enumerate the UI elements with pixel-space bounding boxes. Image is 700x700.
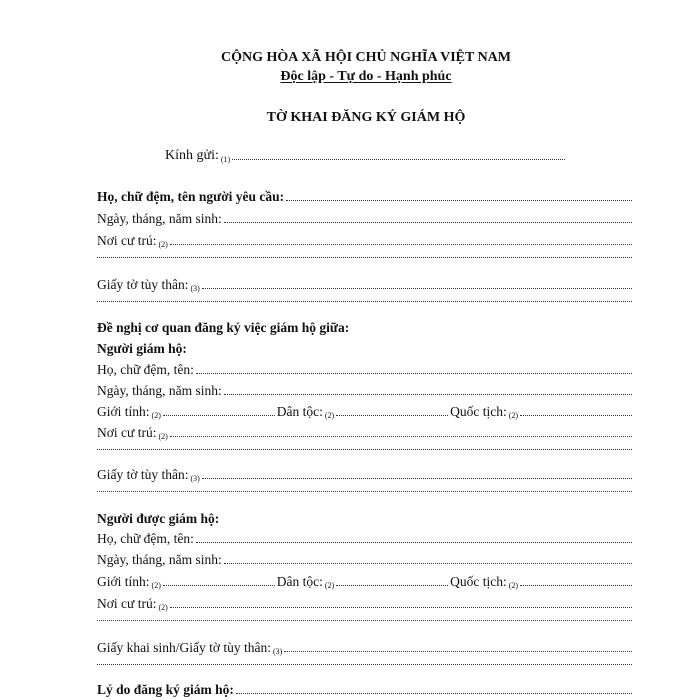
requester-residence-line-2 (97, 256, 632, 262)
guardian-id-note: (3) (190, 474, 200, 483)
ward-gender-note: (2) (151, 581, 161, 590)
ward-name-field[interactable] (196, 541, 632, 543)
ward-id-line (97, 640, 632, 656)
guardian-ethnic-label: Dân tộc: (276, 404, 323, 419)
guardian-residence-note: (2) (158, 432, 168, 441)
requester-id-note: (3) (190, 284, 200, 293)
guardian-residence-line (97, 425, 632, 441)
requester-residence-field-2[interactable] (97, 256, 632, 258)
ward-residence-field[interactable] (170, 606, 632, 608)
requester-residence-line (97, 233, 632, 249)
reason-line (97, 682, 632, 698)
guardian-gender-note: (2) (151, 411, 161, 420)
guardian-gender-field[interactable] (163, 414, 275, 416)
ward-id-label: Giấy khai sinh/Giấy tờ tùy thân: (97, 640, 271, 655)
reason-field[interactable] (236, 692, 632, 694)
ward-residence-note: (2) (158, 603, 168, 612)
guardian-nationality-field[interactable] (520, 414, 632, 416)
requester-id-line (97, 277, 632, 293)
guardian-name-line (97, 362, 632, 378)
guardian-gender-label: Giới tính: (97, 404, 150, 419)
guardian-id-field[interactable] (202, 477, 632, 479)
requester-id-field-2[interactable] (97, 300, 632, 302)
guardian-id-line (97, 467, 632, 483)
guardian-ethnic-field[interactable] (336, 414, 448, 416)
ward-residence-field-2[interactable] (97, 619, 632, 621)
guardian-residence-field-2[interactable] (97, 448, 632, 450)
requester-dob-line (97, 211, 632, 227)
requester-name-line (97, 189, 632, 205)
ward-residence-line-2 (97, 619, 632, 625)
guardian-ethnic-note: (2) (324, 411, 335, 420)
guardian-id-field-2[interactable] (97, 490, 632, 492)
guardian-heading: Người giám hộ: (97, 341, 187, 356)
guardian-residence-line-2 (97, 448, 632, 454)
motto-text: Độc lập - Tự do - Hạnh phúc (280, 69, 452, 84)
addressee-label: Kính gửi: (165, 148, 219, 163)
ward-gender-label: Giới tính: (97, 574, 150, 589)
ward-id-field-2[interactable] (97, 663, 632, 665)
guardian-dob-field[interactable] (224, 393, 632, 395)
requester-dob-label: Ngày, tháng, năm sinh: (97, 211, 222, 226)
national-name: CỘNG HÒA XÃ HỘI CHỦ NGHĨA VIỆT NAM (220, 50, 511, 65)
guardian-gender-ethnic-nationality-line (97, 404, 632, 420)
ward-gender-field[interactable] (163, 584, 275, 586)
addressee-note: (1) (220, 155, 231, 164)
ward-id-note: (3) (273, 647, 283, 656)
ward-dob-line (97, 552, 632, 568)
requester-residence-note: (2) (158, 240, 168, 249)
guardian-id-line-2 (97, 490, 632, 496)
guardian-residence-label: Nơi cư trú: (97, 425, 157, 440)
guardian-dob-label: Ngày, tháng, năm sinh: (97, 383, 222, 398)
motto (16, 69, 700, 85)
ward-id-field[interactable] (284, 650, 632, 652)
ward-name-line (97, 531, 632, 547)
ward-dob-field[interactable] (224, 562, 632, 564)
requester-name-field[interactable] (286, 199, 632, 201)
ward-residence-label: Nơi cư trú: (97, 596, 157, 611)
ward-ethnic-label: Dân tộc: (276, 574, 323, 589)
ward-dob-label: Ngày, tháng, năm sinh: (97, 552, 222, 567)
requester-residence-label: Nơi cư trú: (97, 233, 157, 248)
guardian-nationality-label: Quốc tịch: (450, 404, 507, 419)
addressee-line (165, 148, 565, 164)
ward-nationality-note: (2) (508, 581, 519, 590)
requester-id-line-2 (97, 300, 632, 306)
ward-heading: Người được giám hộ: (97, 511, 220, 526)
requester-name-label: Họ, chữ đệm, tên người yêu cầu: (97, 189, 285, 204)
requester-id-field[interactable] (202, 287, 632, 289)
requester-id-label: Giấy tờ tùy thân: (97, 277, 189, 292)
guardian-dob-line (97, 383, 632, 399)
ward-gender-ethnic-nationality-line (97, 574, 632, 590)
ward-id-line-2 (97, 663, 632, 669)
ward-ethnic-note: (2) (324, 581, 335, 590)
request-label: Đề nghị cơ quan đăng ký việc giám hộ giữa: (97, 320, 350, 335)
addressee-field[interactable] (232, 158, 565, 160)
guardian-name-label: Họ, chữ đệm, tên: (97, 362, 194, 377)
guardian-id-label: Giấy tờ tùy thân: (97, 467, 189, 482)
requester-dob-field[interactable] (224, 221, 632, 223)
reason-label: Lý do đăng ký giám hộ: (97, 682, 234, 697)
ward-ethnic-field[interactable] (336, 584, 448, 586)
guardian-name-field[interactable] (196, 372, 632, 374)
requester-residence-field[interactable] (170, 243, 632, 245)
ward-name-label: Họ, chữ đệm, tên: (97, 531, 194, 546)
form-title: TỜ KHAI ĐĂNG KÝ GIÁM HỘ (266, 110, 466, 125)
ward-nationality-field[interactable] (520, 584, 632, 586)
ward-nationality-label: Quốc tịch: (450, 574, 507, 589)
guardian-residence-field[interactable] (170, 435, 632, 437)
guardian-nationality-note: (2) (508, 411, 519, 420)
ward-residence-line (97, 596, 632, 612)
